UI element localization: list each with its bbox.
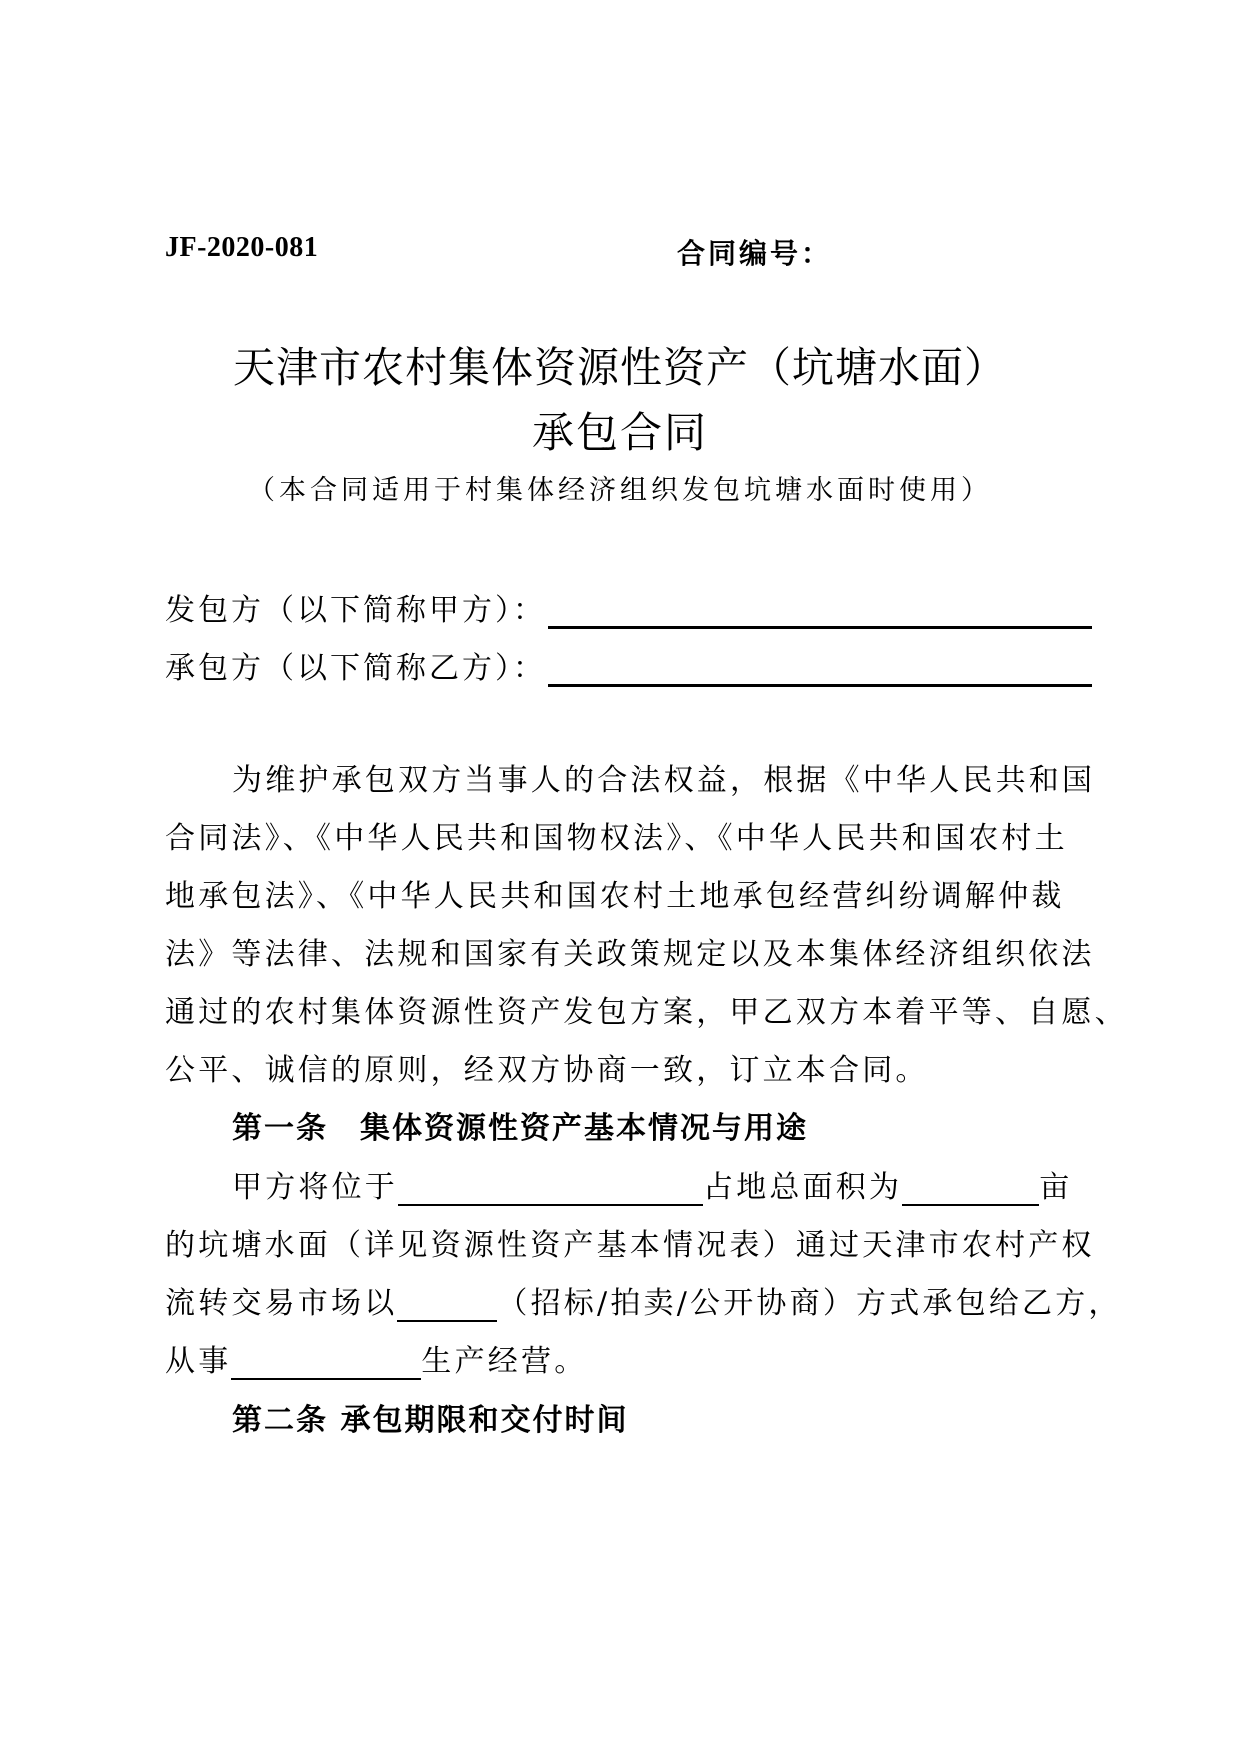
article-1-text: 流转交易市场以 [165, 1286, 398, 1321]
party-b-label: 承包方（以下简称乙方）： [165, 651, 546, 686]
article-1-line-2: 的坑塘水面（详见资源性资产基本情况表）通过天津市农村产权 [165, 1228, 1095, 1263]
article-1-text: 占地总面积为 [703, 1170, 903, 1205]
article-1-line-4 [165, 1336, 587, 1380]
preamble-line: 地承包法》、《中华人民共和国农村土地承包经营纠纷调解仲裁 [165, 879, 1065, 914]
preamble-line: 通过的农村集体资源性资产发包方案，甲乙双方本着平等、自愿、 [165, 995, 1128, 1030]
article-1-text: 生产经营。 [421, 1344, 588, 1379]
party-b-line [165, 643, 1092, 687]
contract-number-label: 合同编号： [677, 237, 833, 270]
article-1-line-1 [232, 1162, 1072, 1206]
preamble-line: 为维护承包双方当事人的合法权益，根据《中华人民共和国 [232, 763, 1096, 798]
document-code: JF-2020-081 [165, 232, 319, 263]
party-a-label: 发包方（以下简称甲方）： [165, 593, 546, 628]
preamble-line: 合同法》、《中华人民共和国物权法》、《中华人民共和国农村土 [165, 821, 1068, 856]
method-blank[interactable] [397, 1290, 497, 1322]
party-a-line [165, 585, 1092, 629]
article-1-text: 甲方将位于 [232, 1170, 398, 1205]
preamble-line: 法》等法律、法规和国家有关政策规定以及本集体经济组织依法 [165, 937, 1095, 972]
area-blank[interactable] [902, 1174, 1039, 1206]
article-2-heading: 第二条 承包期限和交付时间 [232, 1403, 629, 1438]
article-1-text: 亩 [1039, 1170, 1073, 1205]
title-line-1: 天津市农村集体资源性资产（坑塘水面） [232, 343, 1007, 392]
subtitle: （本合同适用于村集体经济组织发包坑塘水面时使用） [248, 475, 992, 506]
party-b-blank[interactable] [548, 654, 1092, 687]
business-blank[interactable] [231, 1348, 421, 1380]
preamble-line: 公平、诚信的原则，经双方协商一致，订立本合同。 [165, 1053, 929, 1088]
location-blank[interactable] [398, 1174, 703, 1206]
party-a-blank[interactable] [548, 596, 1092, 629]
article-1-text: 从事 [165, 1344, 232, 1379]
article-1-text: （招标/拍卖/公开协商）方式承包给乙方， [497, 1286, 1122, 1321]
article-1-heading: 第一条 集体资源性资产基本情况与用途 [232, 1111, 808, 1146]
article-1-line-3 [165, 1278, 1122, 1322]
title-line-2: 承包合同 [531, 408, 708, 457]
